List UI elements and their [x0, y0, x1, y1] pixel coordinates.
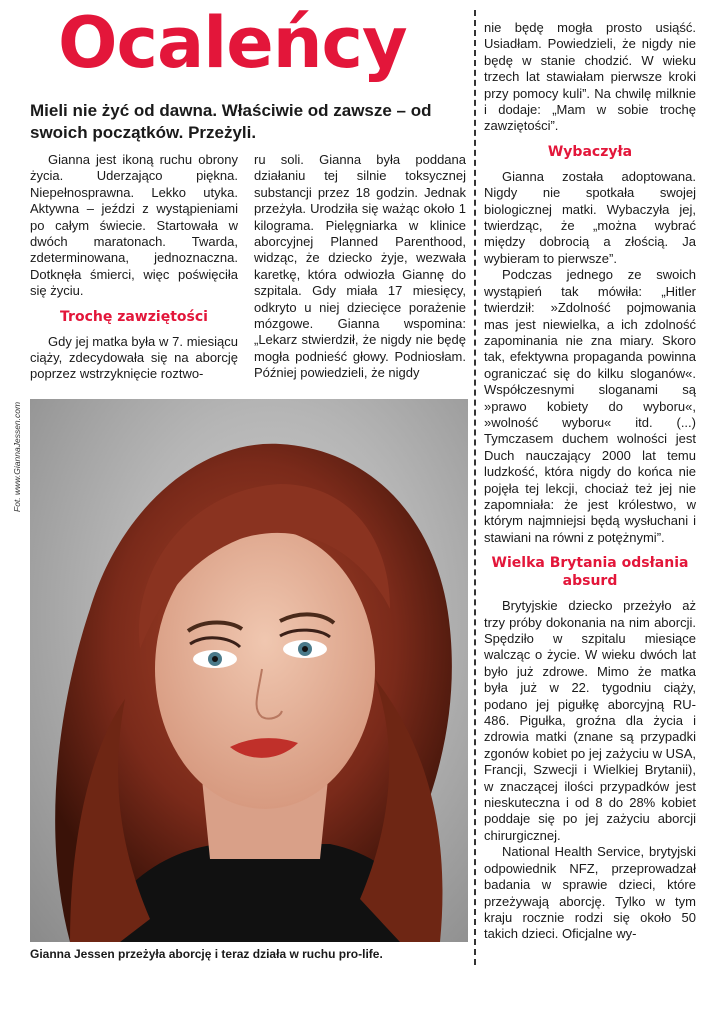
paragraph: Brytyjskie dziecko przeżyło aż trzy próby dokonania na nim aborcji. Spędziło w szpitalu miesiące walcząc o życie. W wieku dwóch lat było już zdrowe. Mimo że matka była już w 22. tygodniu ciąży, podano jej pigułkę aborcyjną RU-486. Pigułka, groźna dla życia i zdrowia matki (znane są przypadki zgonów kobiet po jej zażyciu w USA, Francji, Szwecji i Wielkiej Brytanii), w znaczącej ilości przypadków jest nieskuteczna i od 8 do 28% kobiet poddaje się po jej zażyciu aborcji chirurgicznej.	[484, 598, 696, 843]
paragraph: National Health Service, brytyjski odpowiednik NFZ, przeprowadzał badania w sprawie dzieci, które przeżywają aborcję. Tylko w tym kraju rocznie rodzi się około 50 takich dzieci. Oficjalne wy-	[484, 844, 696, 942]
photo-caption: Gianna Jessen przeżyła aborcję i teraz działa w ruchu pro-life.	[30, 947, 383, 961]
photo-credit: Fot. www.GiannaJessen.com	[12, 401, 22, 512]
portrait-photo	[30, 399, 468, 942]
article-lead: Mieli nie żyć od dawna. Właściwie od zawsze – od swoich początków. Przeżyli.	[30, 101, 432, 142]
paragraph: nie będę mogła prosto usiąść. Usiadłam. Powiedzieli, że nigdy nie będę w stanie chodzić. W wieku trzech lat stawiałam pierwsze kroki przy pomocy kuli”. Na chwilę milknie i dodaje: „Mam w sobie trochę zawziętości”.	[484, 20, 696, 134]
column-divider	[474, 10, 476, 965]
portrait-illustration	[30, 399, 468, 942]
column-2	[254, 152, 466, 382]
paragraph: Podczas jednego ze swoich wystąpień tak mówiła: „Hitler twierdził: »Zdolność pojmowania mas jest niewielka, a ich zdolność zapominania nie zna miary. Skoro tak, efektywna propaganda powinna ograniczać się do kilku sloganów«. Współczesnymi sloganami są »prawo kobiety do wyboru«, »wolność wyboru« itd. (...) Tymczasem duchem wolności jest Duch nauczający 2000 lat temu ludzkość, która nigdy do końca nie pojęła tej lekcji, chociaż też jej nie zapomniała: że jest królestwo, w którym najmniejsi będą wysłuchani i stawiani na równi z potężnymi”.	[484, 267, 696, 545]
paragraph: Gianna jest ikoną ruchu obrony życia. Uderzająco piękna. Niepełnosprawna. Lekko utyka. Aktywna – jeździ z wystąpieniami po całym świecie. Startowała w dwóch maratonach. Twarda, zdeterminowana, jednoznaczna. Dotknęła śmierci, więc poświęciła się życiu.	[30, 152, 238, 299]
article-title: Ocaleńcy	[58, 2, 407, 84]
section-heading: Trochę zawziętości	[60, 308, 208, 325]
paragraph: Gianna została adoptowana. Nigdy nie spotkała swojej biologicznej matki. Wybaczyła jej, twierdząc, że „można wybrać między dobrocią a złością. Ja wybieram to pierwsze”.	[484, 168, 696, 266]
paragraph: ru soli. Gianna była poddana działaniu tej silnie toksycznej substancji przez 18 godzin. Jednak przeżyła. Urodziła się ważąc około 1 kilograma. Pielęgniarka w klinice aborcyjnej Planned Parenthood, widząc, że dziecko żyje, wezwała karetkę, która odwiozła Giannę do szpitala. Gdy miała 17 miesięcy, odkryto u niej dziecięce porażenie mózgowe. Gianna wspomina: „Lekarz stwierdził, że nigdy nie będę mogła podnieść głowy. Podniosłam. Później powiedzieli, że nigdy	[254, 152, 466, 381]
section-heading: Wybaczyła	[547, 143, 633, 160]
section-heading: Wielka Brytania odsłania absurd	[491, 555, 689, 590]
column-3	[484, 20, 696, 943]
column-1	[30, 152, 238, 383]
paragraph: Gdy jej matka była w 7. miesiącu ciąży, zdecydowała się na aborcję poprzez wstrzyknięcie roztwo-	[30, 333, 238, 382]
